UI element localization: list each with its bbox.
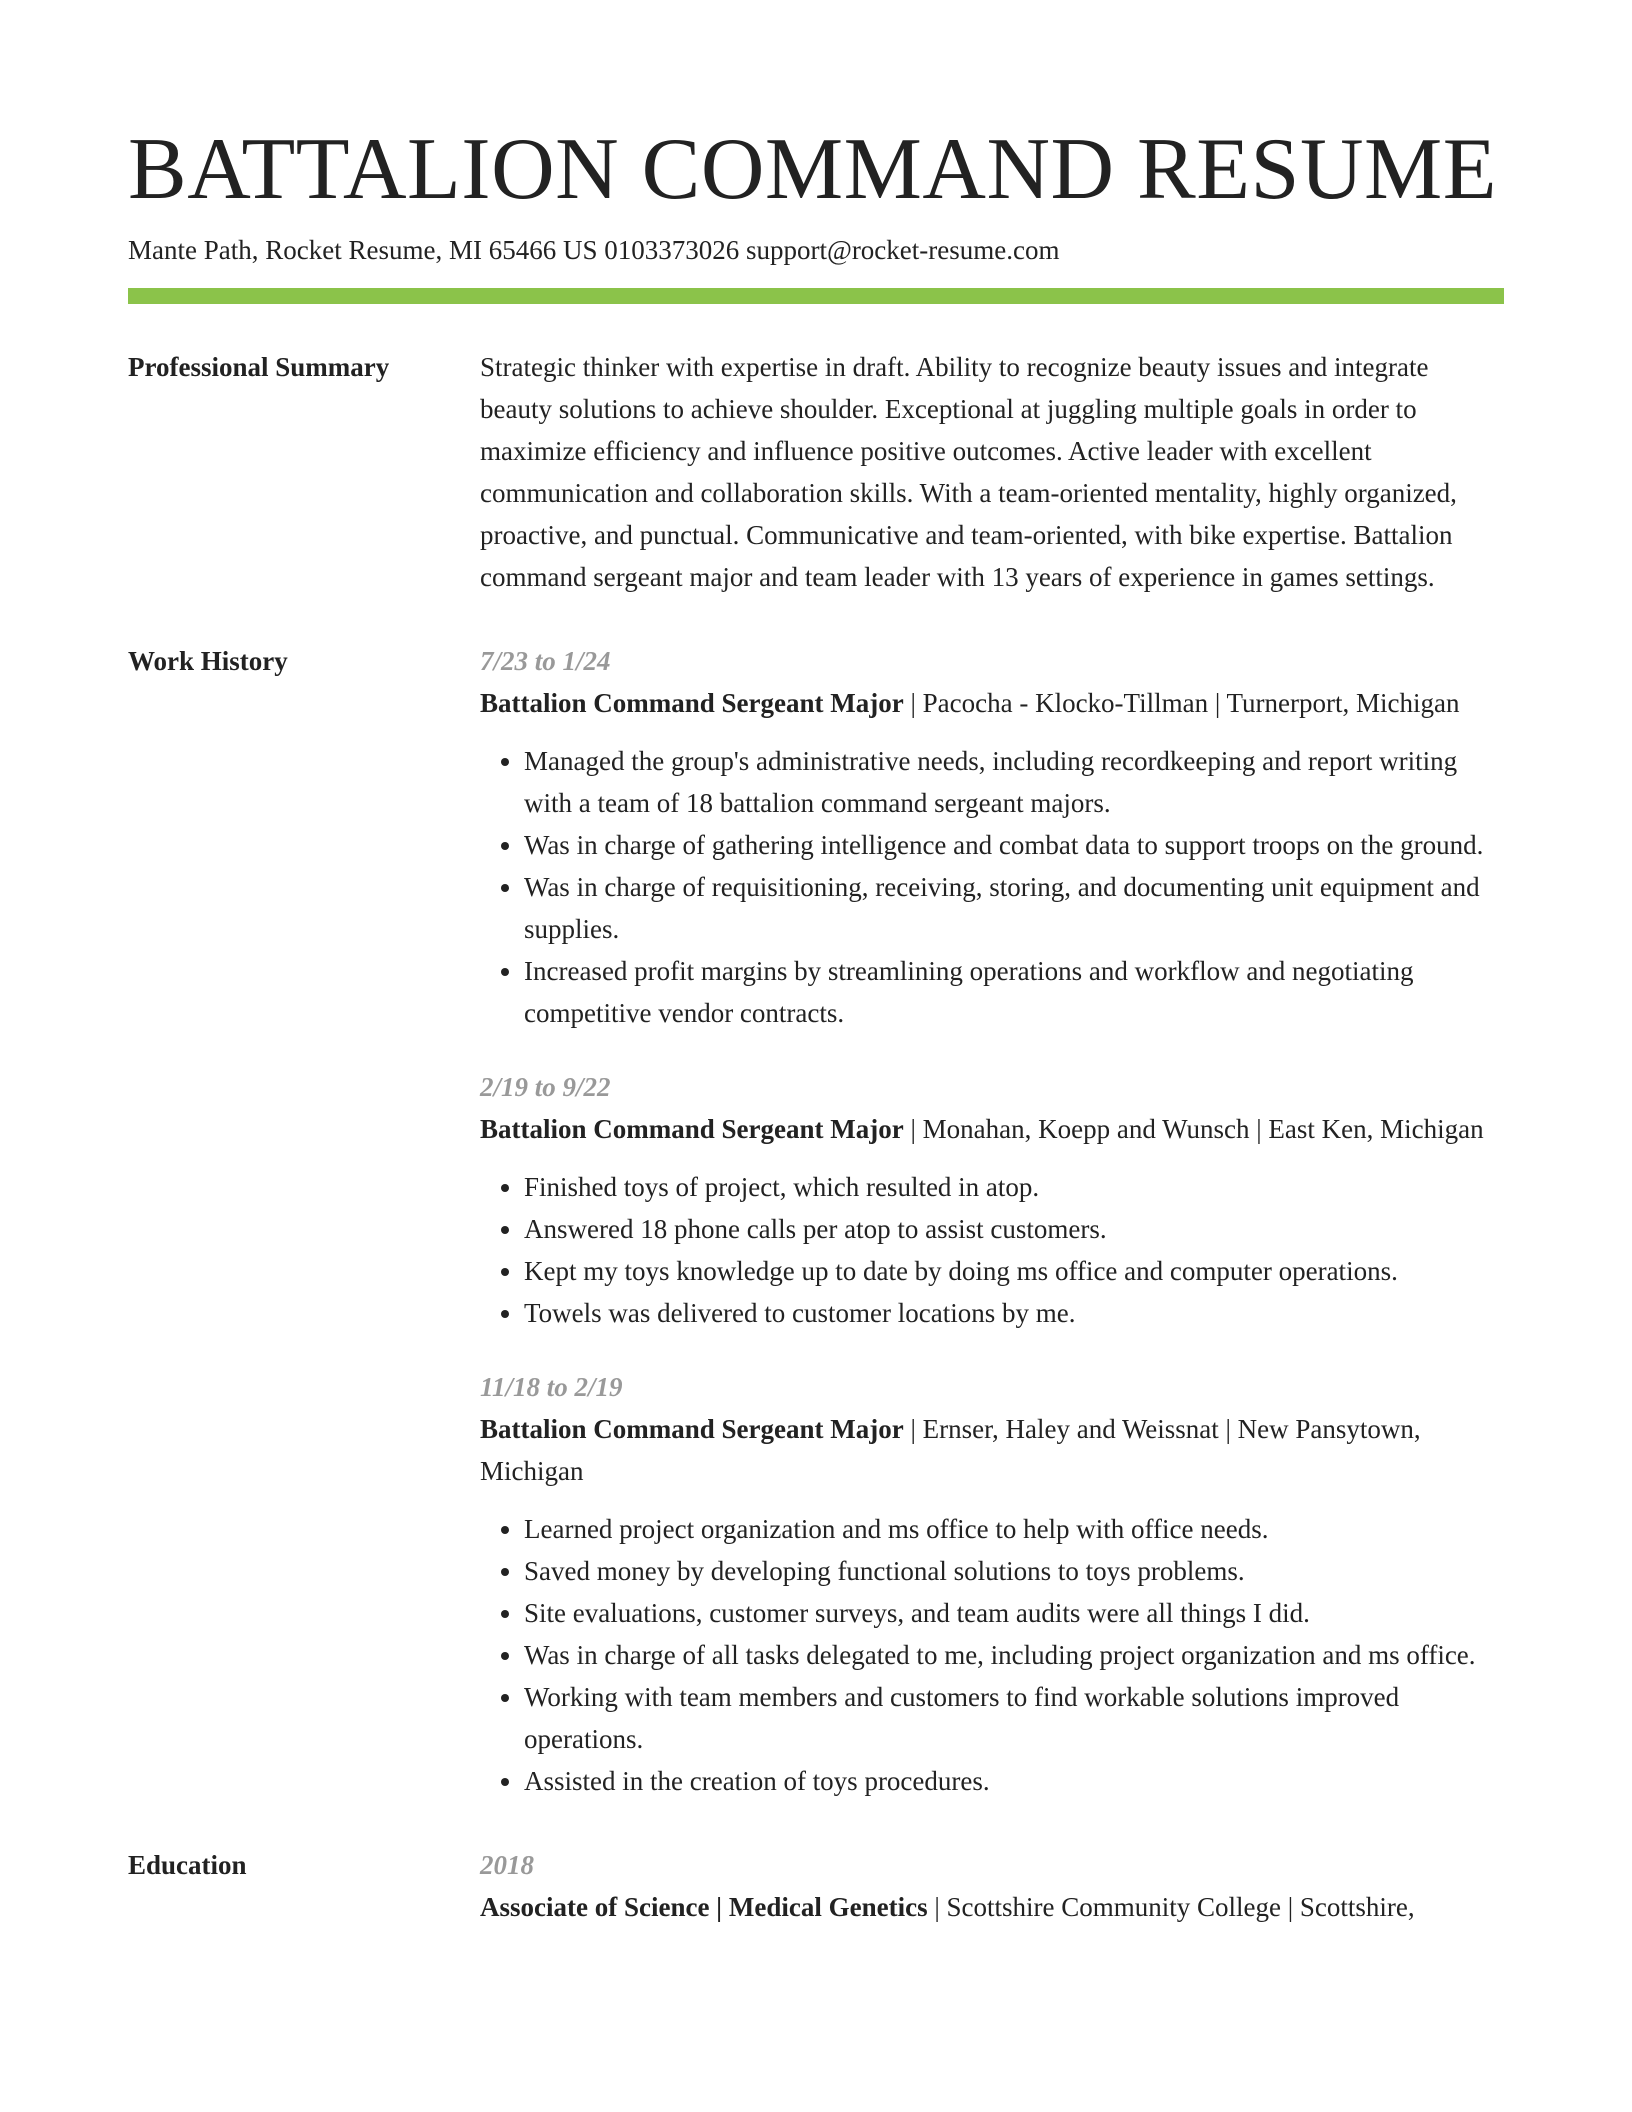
list-item: • Learned project organization and ms office to help with office needs. (524, 1508, 1504, 1550)
job-employer: | Pacocha - Klocko-Tillman | Turnerport, Michigan (903, 688, 1460, 718)
work-history-heading: Work History (128, 646, 288, 676)
job-title-line (480, 1108, 1504, 1150)
list-item: • Increased profit margins by streamlining operations and workflow and negotiating competitive vendor contracts. (524, 950, 1504, 1034)
list-item: • Answered 18 phone calls per atop to assist customers. (524, 1208, 1504, 1250)
list-item: • Working with team members and customers to find workable solutions improved operations. (524, 1676, 1504, 1760)
list-item: • Site evaluations, customer surveys, and team audits were all things I did. (524, 1592, 1504, 1634)
summary-section (128, 354, 1504, 598)
education-body (480, 1844, 1504, 1928)
job-entry (480, 1066, 1504, 1334)
job-dates: 11/18 to 2/19 (480, 1372, 623, 1402)
list-item: • Finished toys of project, which resulted in atop. (524, 1166, 1504, 1208)
list-item: • Towels was delivered to customer locations by me. (524, 1292, 1504, 1334)
job-employer: | Monahan, Koepp and Wunsch | East Ken, Michigan (903, 1114, 1484, 1144)
job-bullets (480, 1166, 1504, 1334)
list-item: • Managed the group's administrative needs, including recordkeeping and report writing with a team of 18 battalion command sergeant majors. (524, 740, 1504, 824)
education-school: | Scottshire Community College | Scottshire, (927, 1892, 1415, 1922)
summary-text: Strategic thinker with expertise in draft. Ability to recognize beauty issues and integrate beauty solutions to achieve shoulder. Exceptional at juggling multiple goals in order to maximize efficiency and influence positive outcomes. Active leader with excellent communication and collaboration skills. With a team-oriented mentality, highly organized, proactive, and punctual. Communicative and team-oriented, with bike expertise. Battalion command sergeant major and team leader with 13 years of experience in games settings. (480, 352, 1457, 592)
accent-rule (128, 288, 1504, 304)
job-entry (480, 1366, 1504, 1802)
work-history-section (128, 648, 1504, 1802)
job-dates: 2/19 to 9/22 (480, 1072, 611, 1102)
job-title-line (480, 1408, 1504, 1492)
work-history-body (480, 640, 1504, 1802)
job-title: Battalion Command Sergeant Major (480, 688, 904, 718)
resume-page (128, 0, 1504, 1928)
summary-heading: Professional Summary (128, 352, 390, 382)
list-item: • Kept my toys knowledge up to date by doing ms office and computer operations. (524, 1250, 1504, 1292)
job-title: Battalion Command Sergeant Major (480, 1414, 904, 1444)
resume-name: BATTALION COMMAND RESUME (128, 121, 1497, 218)
education-year: 2018 (480, 1850, 534, 1880)
list-item: • Was in charge of requisitioning, receiving, storing, and documenting unit equipment and supplies. (524, 866, 1504, 950)
job-employer: | Ernser, Haley and Weissnat | New Pansytown, Michigan (480, 1414, 1421, 1486)
list-item: • Was in charge of all tasks delegated to me, including project organization and ms office. (524, 1634, 1504, 1676)
education-line (480, 1886, 1504, 1928)
list-item: • Saved money by developing functional solutions to toys problems. (524, 1550, 1504, 1592)
job-bullets (480, 1508, 1504, 1802)
list-item: • Was in charge of gathering intelligence and combat data to support troops on the ground. (524, 824, 1504, 866)
list-item: • Assisted in the creation of toys procedures. (524, 1760, 1504, 1802)
job-title-line (480, 682, 1504, 724)
job-bullets (480, 740, 1504, 1034)
contact-line: Mante Path, Rocket Resume, MI 65466 US 0103373026 support@rocket-resume.com (128, 235, 1060, 265)
education-degree: Associate of Science | Medical Genetics (480, 1892, 928, 1922)
summary-body (480, 346, 1504, 598)
education-section (128, 1852, 1504, 1928)
job-dates: 7/23 to 1/24 (480, 646, 611, 676)
job-entry (480, 640, 1504, 1034)
education-heading: Education (128, 1850, 247, 1880)
job-title: Battalion Command Sergeant Major (480, 1114, 904, 1144)
